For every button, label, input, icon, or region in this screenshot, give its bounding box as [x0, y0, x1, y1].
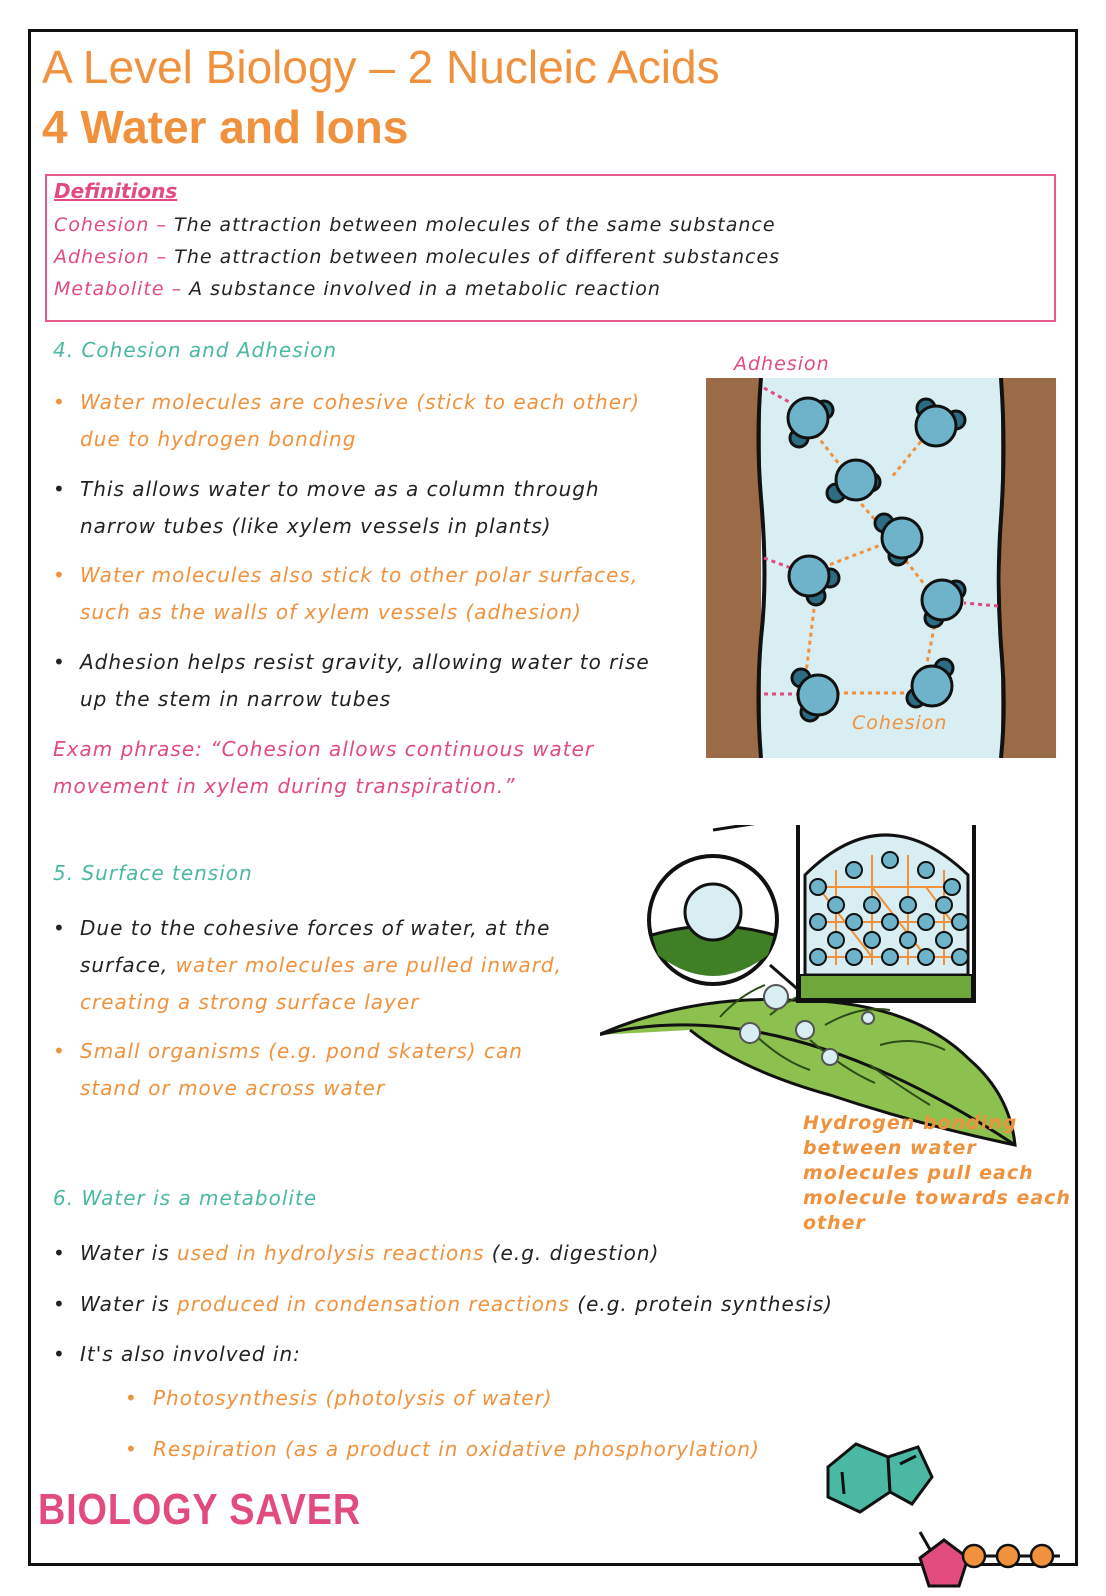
- definition-text: A substance involved in a metabolic reaction: [182, 278, 661, 300]
- caption-line: molecule towards each: [803, 1187, 1071, 1209]
- bullet-text: Water is: [80, 1241, 177, 1265]
- bullet-highlight: water molecules are pulled inward,: [175, 953, 562, 977]
- section-4-heading: 4. Cohesion and Adhesion: [53, 338, 338, 362]
- surface-tension-caption: [803, 1111, 1071, 1236]
- bullet-text: (e.g. protein synthesis): [569, 1292, 833, 1316]
- definition-term: Adhesion –: [54, 246, 168, 268]
- bullet-line: It's also involved in:: [80, 1342, 301, 1366]
- bullet-text: Water is: [80, 1292, 177, 1316]
- bullet-line: up the stem in narrow tubes: [80, 687, 392, 711]
- section-4-bullet-2: • This allows water to move as a column through narrow tubes (like xylem vessels in plants): [53, 471, 600, 545]
- xylem-wall-left: [706, 378, 761, 758]
- section-6-sub-bullet-1: • Photosynthesis (photolysis of water): [125, 1386, 553, 1410]
- section-6-bullet-1: • Water is used in hydrolysis reactions (e.g. digestion): [53, 1241, 660, 1265]
- bullet-line: such as the walls of xylem vessels (adhesion): [80, 600, 582, 624]
- definitions-heading: Definitions: [54, 179, 178, 203]
- section-6-bullet-2: • Water is produced in condensation reactions (e.g. protein synthesis): [53, 1292, 833, 1316]
- sub-bullet-text: Respiration (as a product in oxidative phosphorylation): [153, 1437, 760, 1461]
- section-5-heading: 5. Surface tension: [53, 861, 253, 885]
- section-4-bullet-1: • Water molecules are cohesive (stick to each other) due to hydrogen bonding: [53, 384, 640, 458]
- caption-line: between water: [803, 1137, 977, 1159]
- bullet-text: (e.g. digestion): [484, 1241, 660, 1265]
- section-5-bullet-2: • Small organisms (e.g. pond skaters) can stand or move across water: [53, 1033, 523, 1107]
- definition-term: Cohesion –: [54, 214, 168, 236]
- definition-text: The attraction between molecules of the same substance: [167, 214, 776, 236]
- nucleotide-decoration-icon: [820, 1432, 1076, 1594]
- bullet-line: This allows water to move as a column through: [80, 477, 600, 501]
- exam-phrase-line: movement in xylem during transpiration.”: [53, 774, 516, 798]
- section-6-bullet-3: • It's also involved in:: [53, 1336, 301, 1373]
- page-subtitle: 4 Water and Ions: [42, 101, 409, 153]
- bullet-line: Water molecules also stick to other polar surfaces,: [80, 563, 639, 587]
- exam-phrase-line: Exam phrase: “Cohesion allows continuous water: [53, 737, 595, 761]
- xylem-wall-right: [1001, 378, 1056, 758]
- bullet-line: Small organisms (e.g. pond skaters) can: [80, 1039, 523, 1063]
- caption-line: Hydrogen bonding: [803, 1112, 1018, 1134]
- bullet-line: due to hydrogen bonding: [80, 427, 357, 451]
- sub-bullet-text: Photosynthesis (photolysis of water): [153, 1386, 553, 1410]
- definition-cohesion: [54, 214, 776, 236]
- definitions-box: [45, 174, 1056, 322]
- section-6-heading: 6. Water is a metabolite: [53, 1186, 318, 1210]
- bullet-text: surface,: [80, 953, 176, 977]
- section-6-sub-bullet-2: • Respiration (as a product in oxidative phosphorylation): [125, 1437, 760, 1461]
- xylem-water-diagram: [706, 378, 1056, 758]
- definition-term: Metabolite –: [54, 278, 183, 300]
- cohesion-label: Cohesion: [852, 712, 948, 734]
- definition-adhesion: [54, 246, 780, 268]
- section-5-bullet-1: • Due to the cohesive forces of water, at the surface, water molecules are pulled inward, creating a strong surface layer: [53, 910, 613, 1021]
- bullet-line: stand or move across water: [80, 1076, 386, 1100]
- caption-line: molecules pull each: [803, 1162, 1034, 1184]
- section-4-bullet-3: • Water molecules also stick to other polar surfaces, such as the walls of xylem vessels (adhesion): [53, 557, 638, 631]
- bullet-line: narrow tubes (like xylem vessels in plants): [80, 514, 552, 538]
- section-4-bullet-4: • Adhesion helps resist gravity, allowing water to rise up the stem in narrow tubes: [53, 644, 650, 718]
- biology-saver-logo: BIOLOGY SAVER: [38, 1485, 362, 1534]
- bullet-highlight: produced in condensation reactions: [177, 1292, 570, 1316]
- caption-line: other: [803, 1212, 866, 1234]
- bullet-highlight: used in hydrolysis reactions: [177, 1241, 485, 1265]
- definition-metabolite: [54, 278, 661, 300]
- bullet-line: Due to the cohesive forces of water, at the: [80, 916, 551, 940]
- exam-phrase: [53, 731, 594, 805]
- bullet-line: creating a strong surface layer: [80, 990, 420, 1014]
- page-title: A Level Biology – 2 Nucleic Acids: [42, 41, 720, 93]
- bullet-line: Adhesion helps resist gravity, allowing water to rise: [80, 650, 650, 674]
- definition-text: The attraction between molecules of different substances: [167, 246, 781, 268]
- bullet-line: Water molecules are cohesive (stick to each other): [80, 390, 641, 414]
- adhesion-label: Adhesion: [734, 353, 830, 375]
